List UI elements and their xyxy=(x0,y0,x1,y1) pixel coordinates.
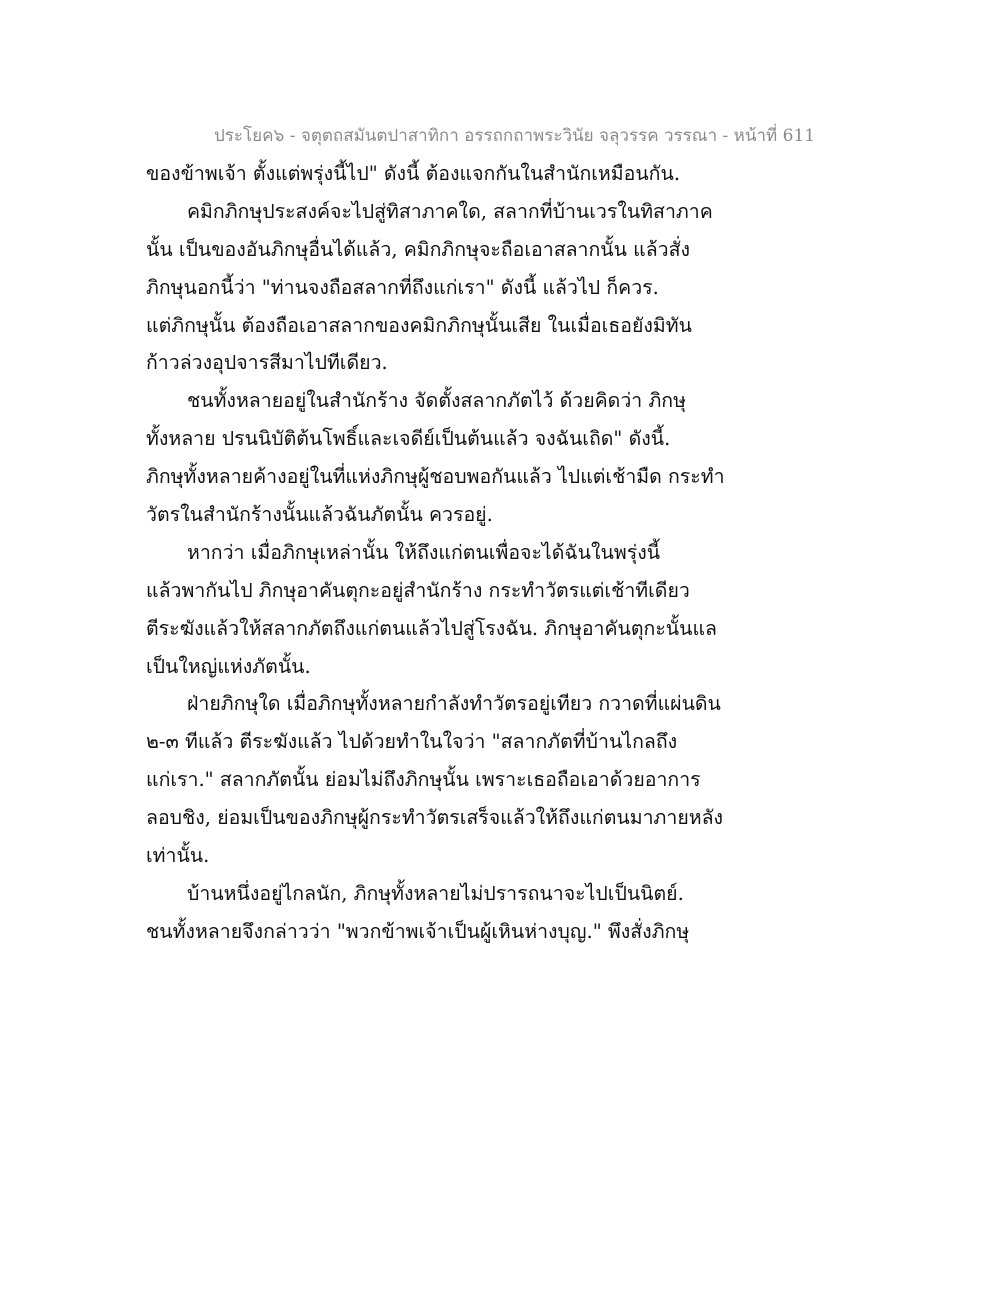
page-body xyxy=(146,155,746,951)
text-line: ภิกษุทั้งหลายค้างอยู่ในที่แห่งภิกษุผู้ชอบพอกันแล้ว ไปแต่เช้ามืด กระทำ xyxy=(146,465,725,489)
text-line: แล้วพากันไป ภิกษุอาคันตุกะอยู่สำนักร้าง กระทำวัตรแต่เช้าทีเดียว xyxy=(146,578,690,602)
text-line: ภิกษุนอกนี้ว่า "ท่านจงถือสลากที่ถึงแก่เรา" ดังนี้ แล้วไป ก็ควร. xyxy=(146,275,659,299)
text-line: แต่ภิกษุนั้น ต้องถือเอาสลากของคมิกภิกษุนั้นเสีย ในเมื่อเธอยังมิทัน xyxy=(146,313,692,337)
text-line: แก่เรา." สลากภัตนั้น ย่อมไม่ถึงภิกษุนั้น เพราะเธอถือเอาด้วยอาการ xyxy=(146,768,701,792)
text-line: เป็นใหญ่แห่งภัตนั้น. xyxy=(146,654,311,678)
text-line: ตีระฆังแล้วให้สลากภัตถึงแก่ตนแล้วไปสู่โรงฉัน. ภิกษุอาคันตุกะนั้นแล xyxy=(146,616,717,640)
text-line: หากว่า เมื่อภิกษุเหล่านั้น ให้ถึงแก่ตนเพื่อจะได้ฉันในพรุ่งนี้ xyxy=(187,540,661,564)
text-line: ชนทั้งหลายอยู่ในสำนักร้าง จัดตั้งสลากภัตไว้ ด้วยคิดว่า ภิกษุ xyxy=(187,389,686,413)
text-line: ฝ่ายภิกษุใด เมื่อภิกษุทั้งหลายกำลังทำวัตรอยู่เทียว กวาดที่แผ่นดิน xyxy=(187,692,721,716)
text-line: วัตรในสำนักร้างนั้นแล้วฉันภัตนั้น ควรอยู่. xyxy=(146,503,493,527)
text-line: ชนทั้งหลายจึงกล่าวว่า "พวกข้าพเจ้าเป็นผู้เหินห่างบุญ." พึงสั่งภิกษุ xyxy=(146,919,690,943)
text-line: ก้าวล่วงอุปจารสีมาไปทีเดียว. xyxy=(146,351,388,375)
text-line: คมิกภิกษุประสงค์จะไปสู่ทิสาภาคใด, สลากที่บ้านเวรในทิสาภาค xyxy=(187,199,713,223)
text-line: นั้น เป็นของอันภิกษุอื่นได้แล้ว, คมิกภิกษุจะถือเอาสลากนั้น แล้วสั่ง xyxy=(146,237,691,261)
text-line: บ้านหนึ่งอยู่ไกลนัก, ภิกษุทั้งหลายไม่ปรารถนาจะไปเป็นนิตย์. xyxy=(187,881,684,905)
text-line: ลอบชิง, ย่อมเป็นของภิกษุผู้กระทำวัตรเสร็จแล้วให้ถึงแก่ตนมาภายหลัง xyxy=(146,806,724,830)
text-line: ทั้งหลาย ปรนนิบัติต้นโพธิ์และเจดีย์เป็นต้นแล้ว จงฉันเถิด" ดังนี้. xyxy=(146,427,671,451)
text-line: ๒-๓ ทีแล้ว ตีระฆังแล้ว ไปด้วยทำในใจว่า "สลากภัตที่บ้านไกลถึง xyxy=(146,730,678,754)
page-header: ประโยค๖ - จตุตถสมันตปาสาทิกา อรรถกถาพระวินัย จลุวรรค วรรณา - หน้าที่ 611 xyxy=(214,126,816,146)
text-line: ของข้าพเจ้า ตั้งแต่พรุ่งนี้ไป" ดังนี้ ต้องแจกกันในสำนักเหมือนกัน. xyxy=(146,162,681,185)
text-line: เท่านั้น. xyxy=(146,844,210,868)
